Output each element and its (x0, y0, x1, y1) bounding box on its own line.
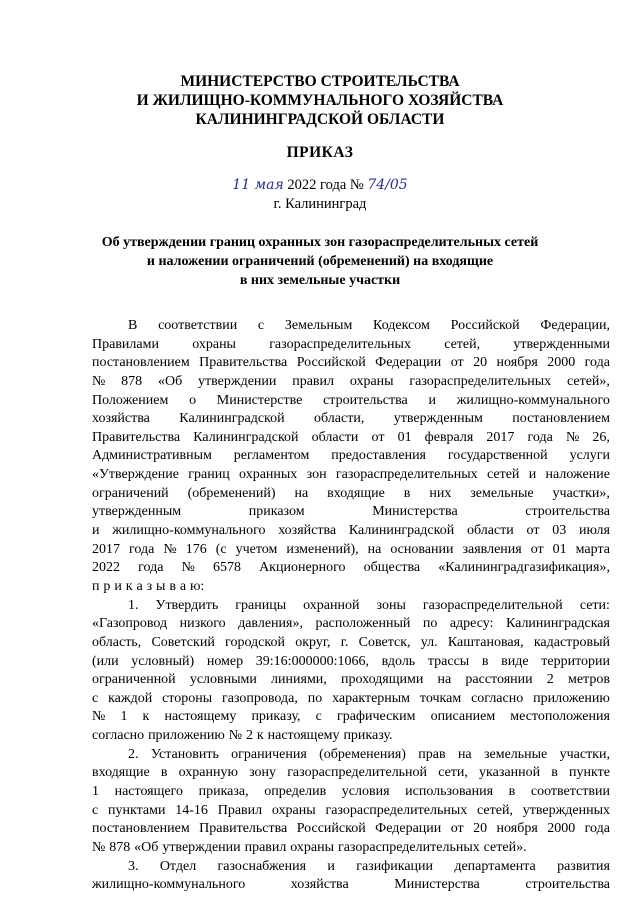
order-date-line (0, 177, 640, 194)
city-line: г. Калининград (273, 196, 367, 212)
body-text-line: входящие в охранную зону газораспределительной сети, указанной в пункте (92, 765, 610, 781)
body-text-line: (или условный) номер 39:16:000000:1066, вдоль трассы в виде территории (92, 653, 610, 669)
ministry-line: КАЛИНИНГРАДСКОЙ ОБЛАСТИ (195, 111, 445, 128)
body-text-line: Правительства Калининградской области от 01 февраля 2017 года № 26, (92, 429, 610, 445)
body-text-line: область, Советский городской округ, г. Советск, ул. Каштановая, кадастровый (92, 634, 610, 650)
body-text-line: ограничений (обременений) на входящие в них земельные участки», (92, 485, 610, 501)
body-text-line: 2. Установить ограничения (обременения) прав на земельные участки, (128, 746, 610, 762)
order-title: ПРИКАЗ (286, 144, 354, 161)
handwritten-order-number: 74/05 (367, 177, 408, 193)
body-text-line: 1. Утвердить границы охранной зоны газораспределительной сети: (128, 597, 610, 613)
body-text-line: ограниченной условными линиями, проходящими на расстоянии 2 метров (92, 672, 610, 688)
body-text-line: постановлением Правительства Российской Федерации от 20 ноября 2000 года (92, 355, 610, 371)
body-text-line: утвержденным приказом Министерства строительства (92, 504, 610, 520)
body-text-line: Правилами охраны газораспределительных сетей, утвержденными (92, 336, 610, 352)
body-text-line: «Газопровод низкого давления», расположенный по адресу: Калининградская (92, 616, 610, 632)
body-text-line: Административным регламентом предоставления государственной услуги (92, 448, 610, 464)
body-text-line: № 878 «Об утверждении правил охраны газораспределительных сетей». (92, 839, 527, 855)
ministry-line: И ЖИЛИЩНО-КОММУНАЛЬНОГО ХОЗЯЙСТВА (136, 92, 504, 109)
body-text-line: п р и к а з ы в а ю: (92, 578, 205, 594)
subject-line: Об утверждении границ охранных зон газораспределительных сетей (101, 235, 539, 250)
body-text-line: № 1 к настоящему приказу, с графическим описанием местоположения (92, 709, 610, 725)
body-text-line: 2017 года № 176 (с учетом изменений), на основании заявления от 01 марта (92, 541, 610, 557)
body-text-line: постановлением Правительства Российской Федерации от 20 ноября 2000 года (92, 821, 610, 837)
body-text-line: В соответствии с Земельным Кодексом Российской Федерации, (128, 318, 610, 333)
body-text-line: жилищно-коммунального хозяйства Министерства строительства (92, 877, 610, 893)
subject-line: и наложении ограничений (обременений) на входящие (146, 254, 494, 269)
handwritten-date: 11 мая (232, 177, 284, 193)
body-text-line: «Утверждение границ охранных зон газораспределительных сетей и наложение (92, 467, 610, 483)
order-year-text: 2022 года № (287, 177, 364, 193)
body-text-line: № 878 «Об утверждении правил охраны газораспределительных сетей», (92, 373, 610, 389)
ministry-header (0, 72, 640, 129)
body-text-line: 1 настоящего приказа, определив условия использования в соответствии (92, 784, 610, 800)
body-text-line: Положением о Министерстве строительства и жилищно-коммунального (92, 392, 610, 408)
order-subject (0, 233, 640, 290)
subject-line: в них земельные участки (239, 273, 401, 288)
body-text-line: с пунктами 14-16 Правил охраны газораспределительных сетей, утвержденных (92, 802, 610, 818)
body-text-line: 3. Отдел газоснабжения и газификации департамента развития (128, 858, 610, 874)
body-text-line: 2022 года № 6578 Акционерного общества «Калининградгазификация», (92, 560, 610, 576)
ministry-line: МИНИСТЕРСТВО СТРОИТЕЛЬСТВА (180, 73, 460, 90)
body-text-line: хозяйства Калининградской области, утвержденным постановлением (92, 411, 610, 427)
body-text-line: с каждой стороны газопровода, по характерным точкам согласно приложению (92, 690, 610, 706)
body-text-line: и жилищно-коммунального хозяйства Калининградской области от 03 июля (92, 523, 610, 539)
order-body (92, 317, 610, 895)
body-text-line: согласно приложению № 2 к настоящему приказу. (92, 728, 393, 744)
